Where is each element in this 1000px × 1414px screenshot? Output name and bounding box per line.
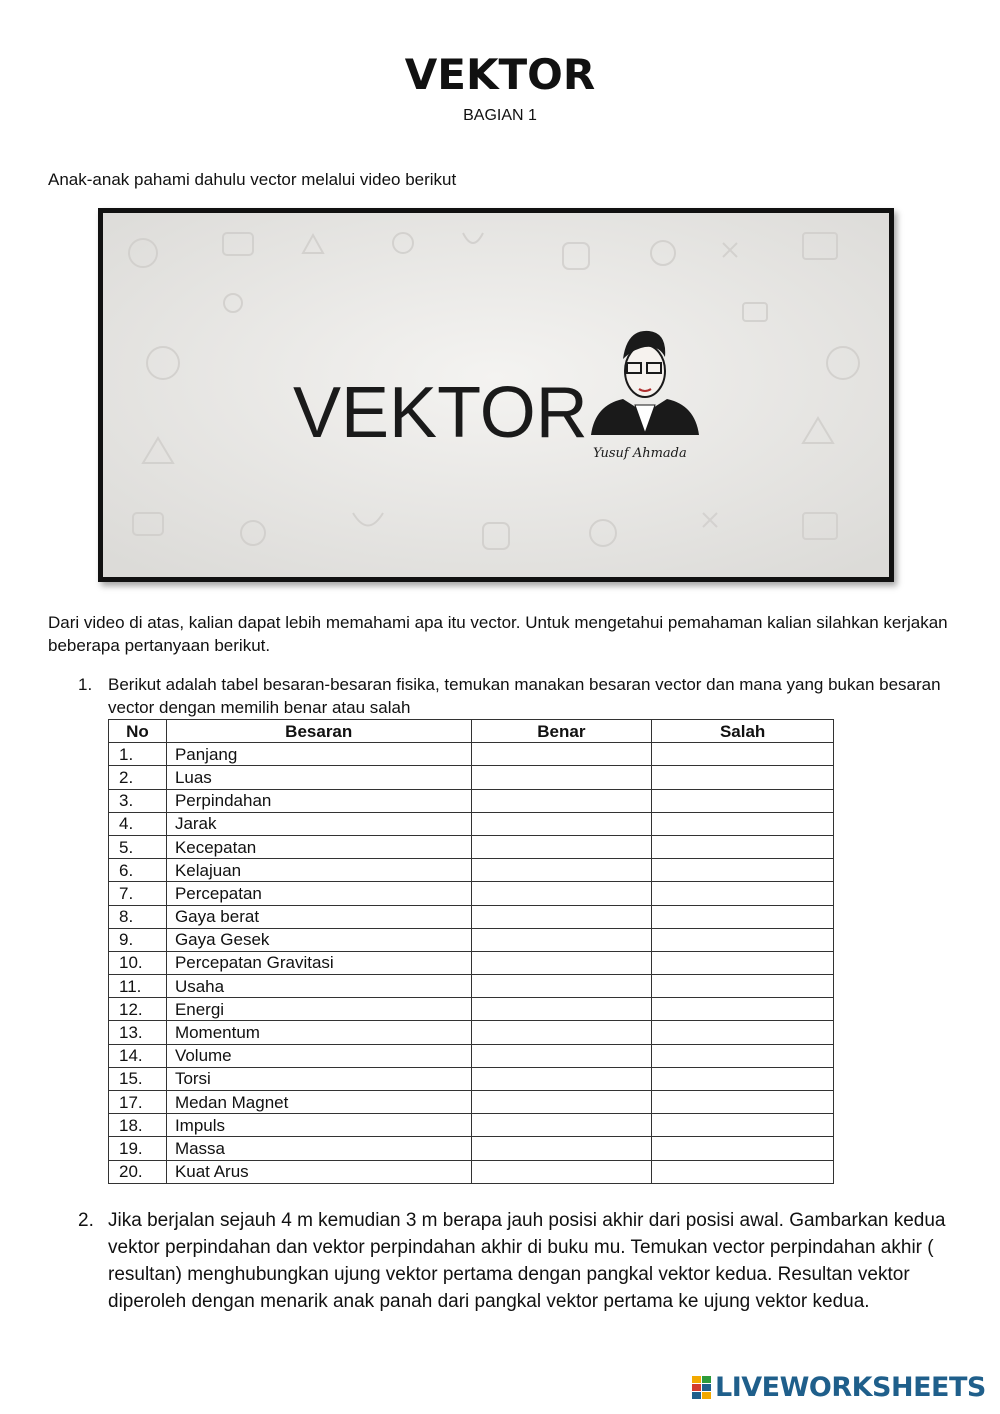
table-row (109, 859, 834, 882)
table-row (109, 1044, 834, 1067)
benar-choice-cell[interactable] (471, 951, 652, 974)
table-row (109, 835, 834, 858)
benar-choice-cell[interactable] (471, 835, 652, 858)
brand-name: LIVEWORKSHEETS (715, 1372, 986, 1403)
row-quantity: Volume (166, 1044, 471, 1067)
table-row (109, 882, 834, 905)
benar-choice-cell[interactable] (471, 975, 652, 998)
salah-choice-cell[interactable] (652, 882, 834, 905)
salah-choice-cell[interactable] (652, 789, 834, 812)
instruction-paragraph: Dari video di atas, kalian dapat lebih memahami apa itu vector. Untuk mengetahui pemahaman kalian silahkan kerjakan beberapa pertanyaan berikut. (48, 613, 948, 655)
row-number: 7. (109, 882, 167, 905)
benar-choice-cell[interactable] (471, 928, 652, 951)
benar-choice-cell[interactable] (471, 812, 652, 835)
row-quantity: Kecepatan (166, 835, 471, 858)
salah-choice-cell[interactable] (652, 928, 834, 951)
question-1-text: Berikut adalah tabel besaran-besaran fisika, temukan manakan besaran vector dan mana yang bukan besaran vector dengan memilih benar atau salah (108, 675, 941, 717)
row-number: 12. (109, 998, 167, 1021)
benar-choice-cell[interactable] (471, 766, 652, 789)
salah-choice-cell[interactable] (652, 812, 834, 835)
row-quantity: Panjang (166, 743, 471, 766)
row-quantity: Percepatan (166, 882, 471, 905)
page-subtitle: BAGIAN 1 (463, 107, 537, 124)
table-row (109, 1021, 834, 1044)
row-quantity: Luas (166, 766, 471, 789)
table-row (109, 928, 834, 951)
row-quantity: Momentum (166, 1021, 471, 1044)
row-quantity: Perpindahan (166, 789, 471, 812)
row-quantity: Energi (166, 998, 471, 1021)
header-benar: Benar (471, 720, 652, 743)
salah-choice-cell[interactable] (652, 766, 834, 789)
question-2-number: 2. (78, 1210, 94, 1231)
salah-choice-cell[interactable] (652, 743, 834, 766)
row-number: 13. (109, 1021, 167, 1044)
row-number: 18. (109, 1114, 167, 1137)
row-number: 10. (109, 951, 167, 974)
salah-choice-cell[interactable] (652, 1021, 834, 1044)
header-no: No (109, 720, 167, 743)
table-row (109, 1137, 834, 1160)
salah-choice-cell[interactable] (652, 1091, 834, 1114)
row-number: 1. (109, 743, 167, 766)
row-number: 4. (109, 812, 167, 835)
question-1-number: 1. (78, 675, 93, 694)
video-frame-graphic (103, 213, 889, 577)
salah-choice-cell[interactable] (652, 1044, 834, 1067)
row-quantity: Gaya berat (166, 905, 471, 928)
benar-choice-cell[interactable] (471, 905, 652, 928)
table-row (109, 789, 834, 812)
intro-text: Anak-anak pahami dahulu vector melalui video berikut (48, 170, 457, 189)
table-row (109, 905, 834, 928)
row-quantity: Kuat Arus (166, 1160, 471, 1183)
table-row (109, 1091, 834, 1114)
video-thumbnail[interactable] (98, 208, 894, 582)
salah-choice-cell[interactable] (652, 975, 834, 998)
benar-choice-cell[interactable] (471, 859, 652, 882)
row-quantity: Jarak (166, 812, 471, 835)
salah-choice-cell[interactable] (652, 835, 834, 858)
benar-choice-cell[interactable] (471, 1067, 652, 1090)
row-number: 11. (109, 975, 167, 998)
benar-choice-cell[interactable] (471, 1114, 652, 1137)
row-number: 5. (109, 835, 167, 858)
header-besaran: Besaran (166, 720, 471, 743)
table-row (109, 1160, 834, 1183)
benar-choice-cell[interactable] (471, 882, 652, 905)
row-quantity: Usaha (166, 975, 471, 998)
salah-choice-cell[interactable] (652, 1160, 834, 1183)
row-number: 2. (109, 766, 167, 789)
benar-choice-cell[interactable] (471, 1091, 652, 1114)
row-quantity: Torsi (166, 1067, 471, 1090)
row-quantity: Medan Magnet (166, 1091, 471, 1114)
page-title: VEKTOR (404, 50, 596, 99)
salah-choice-cell[interactable] (652, 905, 834, 928)
table-row (109, 743, 834, 766)
salah-choice-cell[interactable] (652, 859, 834, 882)
benar-choice-cell[interactable] (471, 789, 652, 812)
benar-choice-cell[interactable] (471, 1160, 652, 1183)
benar-choice-cell[interactable] (471, 1044, 652, 1067)
salah-choice-cell[interactable] (652, 1137, 834, 1160)
video-author-text: Yusuf Ahmada (593, 446, 687, 461)
table-row (109, 975, 834, 998)
table-row (109, 951, 834, 974)
benar-choice-cell[interactable] (471, 1137, 652, 1160)
salah-choice-cell[interactable] (652, 951, 834, 974)
row-number: 19. (109, 1137, 167, 1160)
quantities-table (108, 719, 834, 1184)
benar-choice-cell[interactable] (471, 1021, 652, 1044)
row-quantity: Massa (166, 1137, 471, 1160)
table-row (109, 766, 834, 789)
row-quantity: Percepatan Gravitasi (166, 951, 471, 974)
header-salah: Salah (652, 720, 834, 743)
table-header-row (109, 720, 834, 743)
table-row (109, 812, 834, 835)
row-number: 9. (109, 928, 167, 951)
row-quantity: Impuls (166, 1114, 471, 1137)
salah-choice-cell[interactable] (652, 1067, 834, 1090)
table-row (109, 1067, 834, 1090)
video-title-text: VEKTOR (293, 373, 588, 453)
row-number: 6. (109, 859, 167, 882)
row-number: 3. (109, 789, 167, 812)
row-quantity: Kelajuan (166, 859, 471, 882)
benar-choice-cell[interactable] (471, 743, 652, 766)
table-row (109, 1114, 834, 1137)
question-2-text: Jika berjalan sejauh 4 m kemudian 3 m berapa jauh posisi akhir dari posisi awal. Gambarkan kedua vektor perpindahan dan vektor perpindahan akhir di buku mu. Temukan vector perpindahan akhir ( resultan) menghubungkan ujung vektor pertama dengan pangkal vektor kedua. Resultan vektor diperoleh dengan menarik anak panah dari pangkal vektor pertama ke ujung vektor kedua. (108, 1210, 946, 1312)
table-row (109, 998, 834, 1021)
row-number: 20. (109, 1160, 167, 1183)
benar-choice-cell[interactable] (471, 998, 652, 1021)
row-number: 17. (109, 1091, 167, 1114)
row-number: 14. (109, 1044, 167, 1067)
salah-choice-cell[interactable] (652, 1114, 834, 1137)
row-number: 15. (109, 1067, 167, 1090)
brand-logo[interactable] (692, 1372, 986, 1403)
row-number: 8. (109, 905, 167, 928)
salah-choice-cell[interactable] (652, 998, 834, 1021)
row-quantity: Gaya Gesek (166, 928, 471, 951)
liveworksheets-logo-icon (692, 1374, 712, 1402)
